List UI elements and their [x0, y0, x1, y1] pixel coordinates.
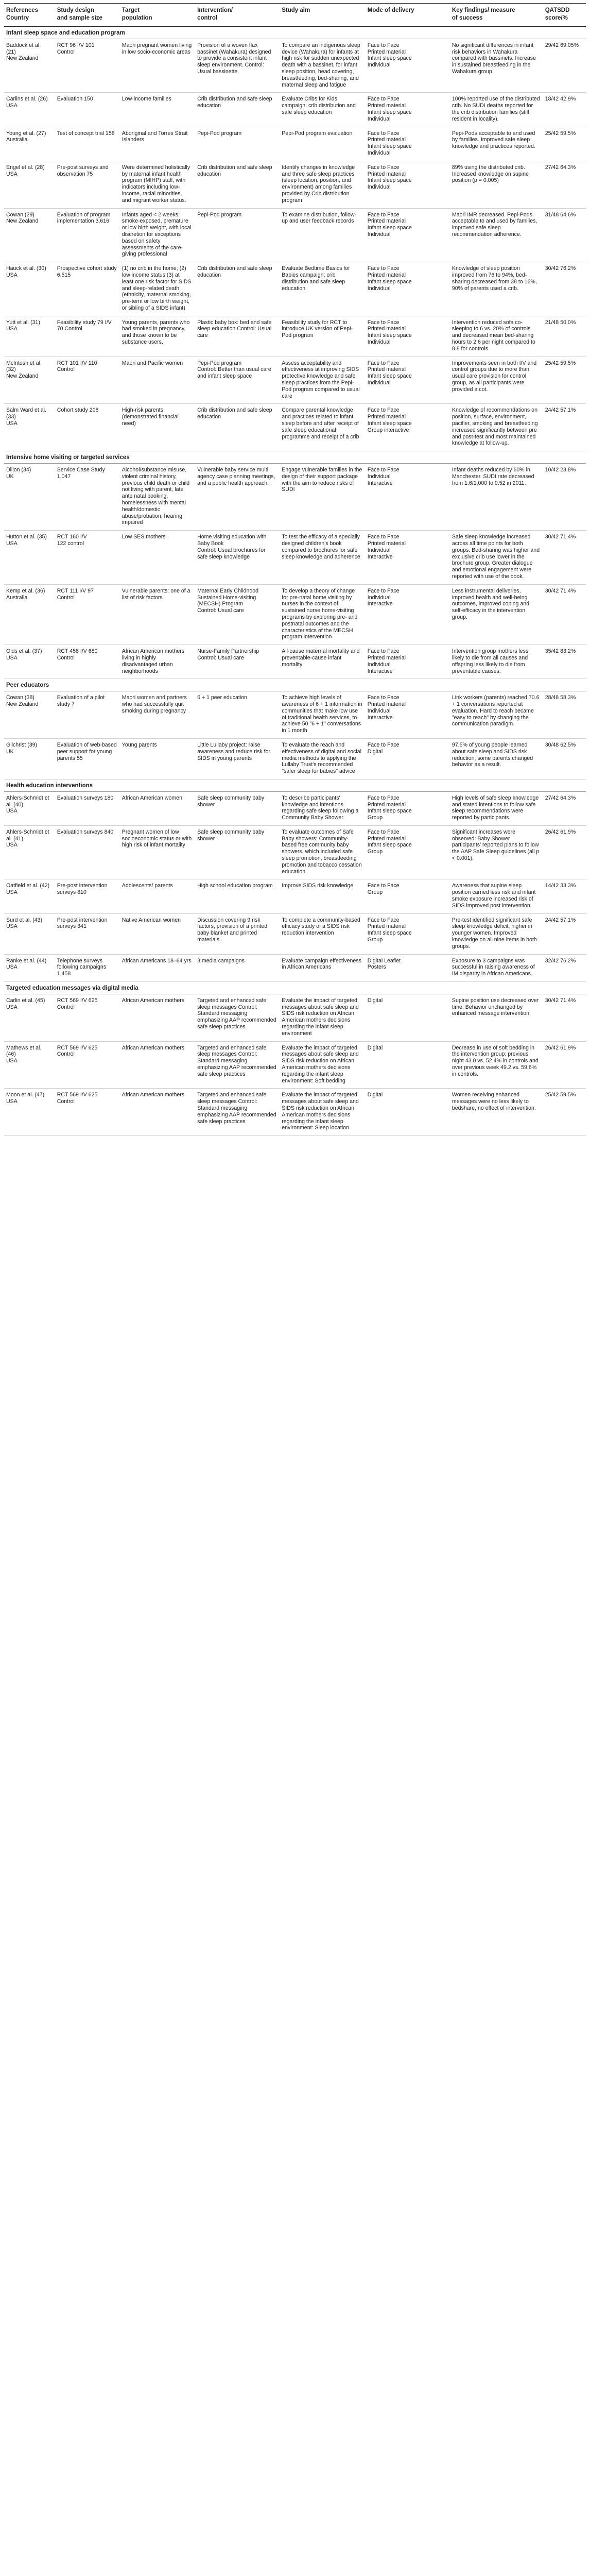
table-row	[4, 161, 586, 208]
cell-qatsdd-score: 26/42 61.9%	[543, 825, 586, 879]
cell-study-design: Feasibility study 79 I/V 70 Control	[55, 316, 120, 357]
cell-key-findings: High levels of safe sleep knowledge and stated intentions to follow safe sleep recommendations were reported by participants.	[450, 791, 543, 825]
cell-target-population: African American women	[120, 791, 195, 825]
cell-target-population: High-risk parents (demonstrated financial need)	[120, 404, 195, 451]
table-row	[4, 262, 586, 316]
section-title: Peer educators	[4, 679, 586, 691]
cell-reference: Ahlers-Schmidt et al. (40) USA	[4, 791, 55, 825]
cell-qatsdd-score: 18/42 42.9%	[543, 93, 586, 127]
cell-study-design: RCT 111 I/V 97 Control	[55, 584, 120, 645]
cell-study-design: Pre-post surveys and observation 75	[55, 161, 120, 208]
table-row	[4, 738, 586, 779]
cell-study-design: RCT 569 I/V 625 Control	[55, 994, 120, 1041]
cell-target-population: Maori and Pacific women	[120, 357, 195, 404]
cell-key-findings: No significant differences in infant risk behaviors in Wahakura compared with bassinets. Increase in sustained breastfeeding in the Wahakura group.	[450, 39, 543, 93]
cell-qatsdd-score: 31/48 64.6%	[543, 208, 586, 262]
cell-target-population: Young parents	[120, 738, 195, 779]
cell-intervention: Crib distribution and safe sleep education	[195, 404, 280, 451]
table-row	[4, 879, 586, 913]
table-row	[4, 954, 586, 981]
cell-reference: Dillon (34) UK	[4, 464, 55, 531]
cell-mode-of-delivery: Face to Face Printed material Infant sleep space Individual	[366, 262, 450, 316]
cell-qatsdd-score: 27/42 64.3%	[543, 791, 586, 825]
cell-reference: McIntosh et al. (32) New Zealand	[4, 357, 55, 404]
cell-qatsdd-score: 28/48 58.3%	[543, 691, 586, 739]
cell-reference: Gilchrist (39) UK	[4, 738, 55, 779]
cell-qatsdd-score: 35/42 83.2%	[543, 645, 586, 679]
cell-key-findings: Significant increases were observed: Baby Shower participants' reported plans to follow the AAP Safe Sleep guidelines (all p < 0.001).	[450, 825, 543, 879]
cell-mode-of-delivery: Face to Face Printed material Infant sleep space Individual	[366, 357, 450, 404]
cell-qatsdd-score: 14/42 33.3%	[543, 879, 586, 913]
cell-intervention: 3 media campaigns	[195, 954, 280, 981]
cell-key-findings: Knowledge of sleep position improved from 76 to 94%, bed-sharing decreased from 38 to 16%, 90% of parents used a crib.	[450, 262, 543, 316]
cell-study-aim: To evaluate outcomes of Safe Baby showers: Community-based free community baby showers, which included safe sleep promotion, breastfeeding promotion and tobacco cessation education.	[280, 825, 366, 879]
cell-study-aim: Improve SIDS risk knowledge	[280, 879, 366, 913]
cell-key-findings: 97.5% of young people learned about safe sleep and SIDS risk reduction; some parents changed behavior as a result.	[450, 738, 543, 779]
cell-study-aim: To achieve high levels of awareness of 6 + 1 information in communities that make low use of traditional health services, to achieve 50 "6 + 1" conversations in 1 month	[280, 691, 366, 739]
studies-table	[4, 3, 586, 1136]
cell-target-population: Low-income families	[120, 93, 195, 127]
cell-qatsdd-score: 24/42 57.1%	[543, 913, 586, 954]
cell-key-findings: 89% using the distributed crib. Increased knowledge on supine position (p = 0.005)	[450, 161, 543, 208]
cell-study-aim: Evaluate Cribs for Kids campaign; crib distribution and safe sleep education	[280, 93, 366, 127]
cell-study-aim: Pepi-Pod program evaluation	[280, 127, 366, 161]
cell-study-aim: Identify changes in knowledge and three safe sleep practices (sleep location, position, and environment) among families provided by Crib distribution program	[280, 161, 366, 208]
table-row	[4, 464, 586, 531]
header-qatsdd-score: QATSDD score/%	[543, 4, 586, 27]
cell-reference: Hauck et al. (30) USA	[4, 262, 55, 316]
cell-intervention: Plastic baby box: bed and safe sleep education Control: Usual care	[195, 316, 280, 357]
header-intervention: Intervention/ control	[195, 4, 280, 27]
cell-study-design: Evaluation of web-based peer support for young parents 55	[55, 738, 120, 779]
cell-reference: Mathews et al. (46) USA	[4, 1041, 55, 1089]
cell-reference: Cowan (38) New Zealand	[4, 691, 55, 739]
cell-study-design: Prospective cohort study 6,515	[55, 262, 120, 316]
cell-study-aim: Assess acceptability and effectiveness at improving SIDS protective knowledge and safe sleep practices from the Pepi-Pod program compared to usual care	[280, 357, 366, 404]
cell-reference: Salm Ward et al. (33) USA	[4, 404, 55, 451]
cell-study-design: RCT 569 I/V 625 Control	[55, 1089, 120, 1136]
cell-reference: Yutt et al. (31) USA	[4, 316, 55, 357]
cell-key-findings: Safe sleep knowledge increased across all time points for both groups. Bed-sharing was higher and exclusive crib use lower in the brochure group. Greater dialogue and emotional engagement were reported with use of the book.	[450, 531, 543, 585]
cell-study-design: Pre-post intervention surveys 341	[55, 913, 120, 954]
cell-qatsdd-score: 30/42 71.4%	[543, 584, 586, 645]
cell-mode-of-delivery: Face to Face Printed material Individual Interactive	[366, 691, 450, 739]
cell-study-design: Evaluation of program implementation 3,616	[55, 208, 120, 262]
table-row	[4, 39, 586, 93]
cell-key-findings: Decrease in use of soft bedding in the intervention group: previous night 43.0 vs. 52.4% in controls and over previous week 49.2 vs. 59.6% in controls.	[450, 1041, 543, 1089]
cell-mode-of-delivery: Face to Face Group	[366, 879, 450, 913]
cell-qatsdd-score: 30/42 71.4%	[543, 531, 586, 585]
header-target-population: Target population	[120, 4, 195, 27]
cell-study-aim: Engage vulnerable families in the design of their support package with the aim to reduce risks of SUDI	[280, 464, 366, 531]
cell-study-design: RCT 101 I/V 110 Control	[55, 357, 120, 404]
table-row	[4, 127, 586, 161]
cell-reference: Cowan (29) New Zealand	[4, 208, 55, 262]
table-row	[4, 357, 586, 404]
cell-key-findings: Intervention reduced sofa co-sleeping to 6 vs. 20% of controls and decreased mean bed-sharing hours to 2.6 per night compared to 8.8 for controls.	[450, 316, 543, 357]
header-row	[4, 4, 586, 27]
cell-target-population: Alcohol/substance misuse, violent criminal history, previous child death or child not living with parent, late ante natal booking, homelessness with mental health/domestic abuse/probation, hearing impaired	[120, 464, 195, 531]
cell-qatsdd-score: 25/42 59.5%	[543, 357, 586, 404]
cell-intervention: Vulnerable baby service multi agency case planning meetings, and a public health approach.	[195, 464, 280, 531]
cell-reference: Carlin et al. (45) USA	[4, 994, 55, 1041]
cell-qatsdd-score: 26/42 61.9%	[543, 1041, 586, 1089]
cell-qatsdd-score: 24/42 57.1%	[543, 404, 586, 451]
cell-study-design: RCT 96 I/V 101 Control	[55, 39, 120, 93]
page	[0, 0, 590, 1136]
cell-qatsdd-score: 10/42 23.8%	[543, 464, 586, 531]
cell-intervention: Pepi-Pod program	[195, 208, 280, 262]
cell-intervention: Pepi-Pod program	[195, 127, 280, 161]
cell-mode-of-delivery: Face to Face Printed material Infant sleep space Group interactive	[366, 404, 450, 451]
cell-target-population: Low SES mothers	[120, 531, 195, 585]
cell-reference: Carlins et al. (26) USA	[4, 93, 55, 127]
table-row	[4, 913, 586, 954]
cell-qatsdd-score: 29/42 69.05%	[543, 39, 586, 93]
cell-study-aim: To complete a community-based efficacy study of a SIDS risk reduction intervention	[280, 913, 366, 954]
cell-reference: Baddock et al. (21) New Zealand	[4, 39, 55, 93]
cell-target-population: Young parents, parents who had smoked in pregnancy, and those known to be substance users.	[120, 316, 195, 357]
cell-key-findings: Maori IMR decreased. Pepi-Pods acceptable to and used by families, improved safe sleep recommendation adherence.	[450, 208, 543, 262]
cell-intervention: Safe sleep community baby shower	[195, 791, 280, 825]
section-title: Targeted education messages via digital media	[4, 982, 586, 994]
cell-reference: Surd et al. (43) USA	[4, 913, 55, 954]
cell-study-design: RCT 569 I/V 625 Control	[55, 1041, 120, 1089]
cell-key-findings: Link workers (parents) reached 70.6 + 1 conversations reported at evaluation. Hard to reach became "easy to reach" by changing the communication paradigm.	[450, 691, 543, 739]
cell-mode-of-delivery: Digital	[366, 994, 450, 1041]
table-row	[4, 584, 586, 645]
cell-intervention: Safe sleep community baby shower	[195, 825, 280, 879]
cell-reference: Young et al. (27) Australia	[4, 127, 55, 161]
cell-study-design: Service Case Study 1,047	[55, 464, 120, 531]
section-header-row	[4, 779, 586, 791]
cell-study-aim: To test the efficacy of a specially designed children's book compared to brochures for safe sleep knowledge and adherence	[280, 531, 366, 585]
cell-mode-of-delivery: Face to Face Printed material Individual Interactive	[366, 531, 450, 585]
cell-qatsdd-score: 30/42 76.2%	[543, 262, 586, 316]
cell-key-findings: Pre-test identified significant safe sleep knowledge deficit, higher in younger women. Improved knowledge on all nine items in both groups.	[450, 913, 543, 954]
cell-target-population: African American mothers living in highly disadvantaged urban neighborhoods	[120, 645, 195, 679]
table-row	[4, 645, 586, 679]
cell-study-aim: To compare an indigenous sleep device (Wahakura) for infants at high risk for sudden unexpected death with a bassinet, for infant sleep position, head covering, breastfeeding, bed-sharing, and maternal sleep and fatigue	[280, 39, 366, 93]
cell-target-population: Maori pregnant women living in low socio-economic areas	[120, 39, 195, 93]
cell-key-findings: Knowledge of recommendations on position, surface, environment, pacifier, smoking and breastfeeding increased significantly between pre and post-test and most maintained knowledge at follow-up.	[450, 404, 543, 451]
cell-mode-of-delivery: Face to Face Printed material Infant sleep space Individual	[366, 161, 450, 208]
cell-mode-of-delivery: Face to Face Printed material Individual Interactive	[366, 645, 450, 679]
cell-target-population: Adolescents/ parents	[120, 879, 195, 913]
cell-study-aim: Compare parental knowledge and practices related to infant sleep before and after receipt of safe sleep educational programme and receipt of a crib	[280, 404, 366, 451]
cell-target-population: Vulnerable parents: one of a list of risk factors	[120, 584, 195, 645]
cell-qatsdd-score: 27/42 64.3%	[543, 161, 586, 208]
cell-target-population: African Americans 18–64 yrs	[120, 954, 195, 981]
cell-mode-of-delivery: Face to Face Individual Interactive	[366, 464, 450, 531]
cell-mode-of-delivery: Face to Face Printed material Infant sleep space Group	[366, 825, 450, 879]
cell-key-findings: Less instrumental deliveries, improved health and well-being outcomes, improved coping and self-efficacy in the intervention group.	[450, 584, 543, 645]
cell-study-aim: Evaluate Bedtime Basics for Babies campaign; crib distribution and safe sleep education	[280, 262, 366, 316]
cell-key-findings: Exposure to 3 campaigns was successful in raising awareness of IM disparity in African Americans.	[450, 954, 543, 981]
cell-mode-of-delivery: Face to Face Printed material Infant sleep space Group	[366, 913, 450, 954]
header-mode-of-delivery: Mode of delivery	[366, 4, 450, 27]
cell-intervention: Crib distribution and safe sleep education	[195, 262, 280, 316]
cell-key-findings: 100% reported use of the distributed crib. No SUDI deaths reported for the crib distribution families (still resident in locality).	[450, 93, 543, 127]
section-title: Infant sleep space and education program	[4, 27, 586, 39]
table-row	[4, 1041, 586, 1089]
cell-intervention: Crib distribution and safe sleep education	[195, 161, 280, 208]
cell-intervention: Maternal Early Childhood Sustained Home-visiting (MECSH) Program Control: Usual care	[195, 584, 280, 645]
cell-target-population: African American mothers	[120, 1089, 195, 1136]
cell-reference: Engel et al. (28) USA	[4, 161, 55, 208]
cell-target-population: (1) no crib in the home; (2) low income status (3) at least one risk factor for SIDS and sleep-related death (ethnicity, maternal smoking, pre-term or low birth weight, or sibling of a SIDS infant)	[120, 262, 195, 316]
cell-target-population: African American mothers	[120, 994, 195, 1041]
header-study-design: Study design and sample size	[55, 4, 120, 27]
cell-key-findings: Intervention group mothers less likely to die from all causes and offspring less likely to die from preventable causes.	[450, 645, 543, 679]
cell-target-population: Infants aged < 2 weeks, smoke-exposed, premature or low birth weight, with local discretion for exceptions based on safety assessments of the care-giving professional	[120, 208, 195, 262]
cell-key-findings: Women receiving enhanced messages were no less likely to bedshare, no effect of intervention.	[450, 1089, 543, 1136]
section-header-row	[4, 679, 586, 691]
cell-intervention: Crib distribution and safe sleep education	[195, 93, 280, 127]
cell-target-population: Aboriginal and Torres Strait Islanders	[120, 127, 195, 161]
header-study-aim: Study aim	[280, 4, 366, 27]
cell-intervention: 6 + 1 peer education	[195, 691, 280, 739]
cell-intervention: Little Lullaby project: raise awareness and reduce risk for SIDS in young parents	[195, 738, 280, 779]
header-references: References Country	[4, 4, 55, 27]
header-key-findings: Key findings/ measure of success	[450, 4, 543, 27]
cell-intervention: Nurse-Family Partnership Control: Usual care	[195, 645, 280, 679]
cell-intervention: Home visiting education with Baby Book Control: Usual brochures for safe sleep knowledge	[195, 531, 280, 585]
cell-study-design: Evaluation surveys 840	[55, 825, 120, 879]
cell-reference: Moon et al. (47) USA	[4, 1089, 55, 1136]
cell-study-aim: To develop a theory of change for pre-natal home visiting by nurses in the context of sustained nurse home-visiting programs by exploring pre- and postnatal outcomes and the characteristics of the MECSH program intervention	[280, 584, 366, 645]
cell-study-aim: To evaluate the reach and effectiveness of digital and social media methods to applying the Lullaby Trust's recommended "safer sleep for babies" advice	[280, 738, 366, 779]
cell-study-design: RCT 458 I/V 680 Control	[55, 645, 120, 679]
cell-mode-of-delivery: Face to Face Printed material Infant sleep space Individual	[366, 93, 450, 127]
cell-key-findings: Infant deaths reduced by 60% in Manchester. SUDI rate decreased from 1.6/1,000 to 0.52 in 2011.	[450, 464, 543, 531]
table-row	[4, 316, 586, 357]
table-row	[4, 93, 586, 127]
cell-intervention: Targeted and enhanced safe sleep messages Control: Standard messaging emphasizing AAP recommended safe sleep practices	[195, 994, 280, 1041]
cell-qatsdd-score: 30/48 62.5%	[543, 738, 586, 779]
cell-qatsdd-score: 30/42 71.4%	[543, 994, 586, 1041]
cell-mode-of-delivery: Face to Face Digital	[366, 738, 450, 779]
cell-intervention: Discussion covering 9 risk factors, provision of a printed baby blanket and printed materials.	[195, 913, 280, 954]
table-row	[4, 404, 586, 451]
cell-reference: Ranke et al. (44) USA	[4, 954, 55, 981]
cell-target-population: Were determined holistically by maternal infant health program (MIHP) staff, with indicators including low-income, racial minorities, and migrant worker status.	[120, 161, 195, 208]
cell-reference: Olds et al. (37) USA	[4, 645, 55, 679]
cell-study-aim: To examine distribution, follow-up and user feedback records	[280, 208, 366, 262]
cell-intervention: Targeted and enhanced safe sleep messages Control: Standard messaging emphasizing AAP recommended safe sleep practices	[195, 1041, 280, 1089]
cell-study-aim: Evaluate the impact of targeted messages about safe sleep and SIDS risk reduction on African American mothers decisions regarding the infant sleep environment: Soft bedding	[280, 1041, 366, 1089]
cell-qatsdd-score: 25/42 59.5%	[543, 127, 586, 161]
cell-reference: Oatfield et al. (42) USA	[4, 879, 55, 913]
table-row	[4, 791, 586, 825]
cell-qatsdd-score: 32/42 76.2%	[543, 954, 586, 981]
cell-study-aim: Feasibility study for RCT to introduce UK version of Pepi-Pod program	[280, 316, 366, 357]
cell-intervention: Targeted and enhanced safe sleep messages Control: Standard messaging emphasizing AAP recommended safe sleep practices	[195, 1089, 280, 1136]
cell-mode-of-delivery: Face to Face Printed material Infant sleep space Individual	[366, 127, 450, 161]
cell-intervention: Provision of a woven flax bassinet (Wahakura) designed to provide a consistent infant sleep environment. Control: Usual bassinette	[195, 39, 280, 93]
cell-intervention: High school education program	[195, 879, 280, 913]
cell-study-aim: Evaluate campaign effectiveness in African Americans	[280, 954, 366, 981]
cell-study-design: Evaluation 150	[55, 93, 120, 127]
table-row	[4, 208, 586, 262]
cell-key-findings: Awareness that supine sleep position carried less risk and infant smoke exposure increased risk of SIDS improved post intervention.	[450, 879, 543, 913]
section-header-row	[4, 451, 586, 464]
section-title: Intensive home visiting or targeted services	[4, 451, 586, 464]
cell-target-population: Pregnant women of low socioeconomic status or with high risk of infant mortality	[120, 825, 195, 879]
cell-mode-of-delivery: Digital	[366, 1089, 450, 1136]
section-title: Health education interventions	[4, 779, 586, 791]
cell-study-aim: Evaluate the impact of targeted messages about safe sleep and SIDS risk reduction on African American mothers decisions regarding the infant sleep environment	[280, 994, 366, 1041]
cell-reference: Hutton et al. (35) USA	[4, 531, 55, 585]
cell-study-aim: Evaluate the impact of targeted messages about safe sleep and SIDS risk reduction on African American mothers decisions regarding the infant sleep environment: Sleep location	[280, 1089, 366, 1136]
cell-mode-of-delivery: Face to Face Printed material Infant sleep space Individual	[366, 316, 450, 357]
section-header-row	[4, 27, 586, 39]
cell-mode-of-delivery: Face to Face Printed material Infant sleep space Individual	[366, 208, 450, 262]
cell-mode-of-delivery: Face to Face Printed material Infant sleep space Group	[366, 791, 450, 825]
section-header-row	[4, 982, 586, 994]
table-row	[4, 691, 586, 739]
cell-reference: Kemp et al. (36) Australia	[4, 584, 55, 645]
cell-study-design: Evaluation of a pilot study 7	[55, 691, 120, 739]
cell-target-population: Native American women	[120, 913, 195, 954]
cell-study-design: Pre-post intervention surveys 810	[55, 879, 120, 913]
cell-target-population: African American mothers	[120, 1041, 195, 1089]
cell-key-findings: Improvements seen in both I/V and control groups due to more than usual care provision for control group, as all participants were provided a cot.	[450, 357, 543, 404]
cell-qatsdd-score: 25/42 59.5%	[543, 1089, 586, 1136]
cell-intervention: Pepi-Pod program Control: Better than usual care and infant sleep space	[195, 357, 280, 404]
cell-study-design: Cohort study 208	[55, 404, 120, 451]
cell-study-design: RCT 160 I/V 122 control	[55, 531, 120, 585]
cell-mode-of-delivery: Digital	[366, 1041, 450, 1089]
table-row	[4, 1089, 586, 1136]
cell-key-findings: Supine position use decreased over time. Behavior unchanged by enhanced message intervention.	[450, 994, 543, 1041]
table-row	[4, 531, 586, 585]
cell-study-aim: To describe participants' knowledge and intentions regarding safe sleep following a Community Baby Shower	[280, 791, 366, 825]
cell-mode-of-delivery: Face to Face Printed material Infant sleep space Individual	[366, 39, 450, 93]
cell-reference: Ahlers-Schmidt et al. (41) USA	[4, 825, 55, 879]
table-body	[4, 27, 586, 1136]
cell-qatsdd-score: 21/48 50.0%	[543, 316, 586, 357]
cell-study-aim: All-cause maternal mortality and preventable-cause infant mortality	[280, 645, 366, 679]
cell-study-design: Evaluation surveys 180	[55, 791, 120, 825]
cell-target-population: Maori women and partners who had successfully quit smoking during pregnancy	[120, 691, 195, 739]
cell-study-design: Telephone surveys following campaigns 1,458	[55, 954, 120, 981]
cell-study-design: Test of concept trial 158	[55, 127, 120, 161]
table-row	[4, 825, 586, 879]
cell-mode-of-delivery: Face to Face Individual Interactive	[366, 584, 450, 645]
cell-key-findings: Pepi-Pods acceptable to and used by families. Improved safe sleep knowledge and practices reported.	[450, 127, 543, 161]
table-row	[4, 994, 586, 1041]
cell-mode-of-delivery: Digital Leaflet Posters	[366, 954, 450, 981]
